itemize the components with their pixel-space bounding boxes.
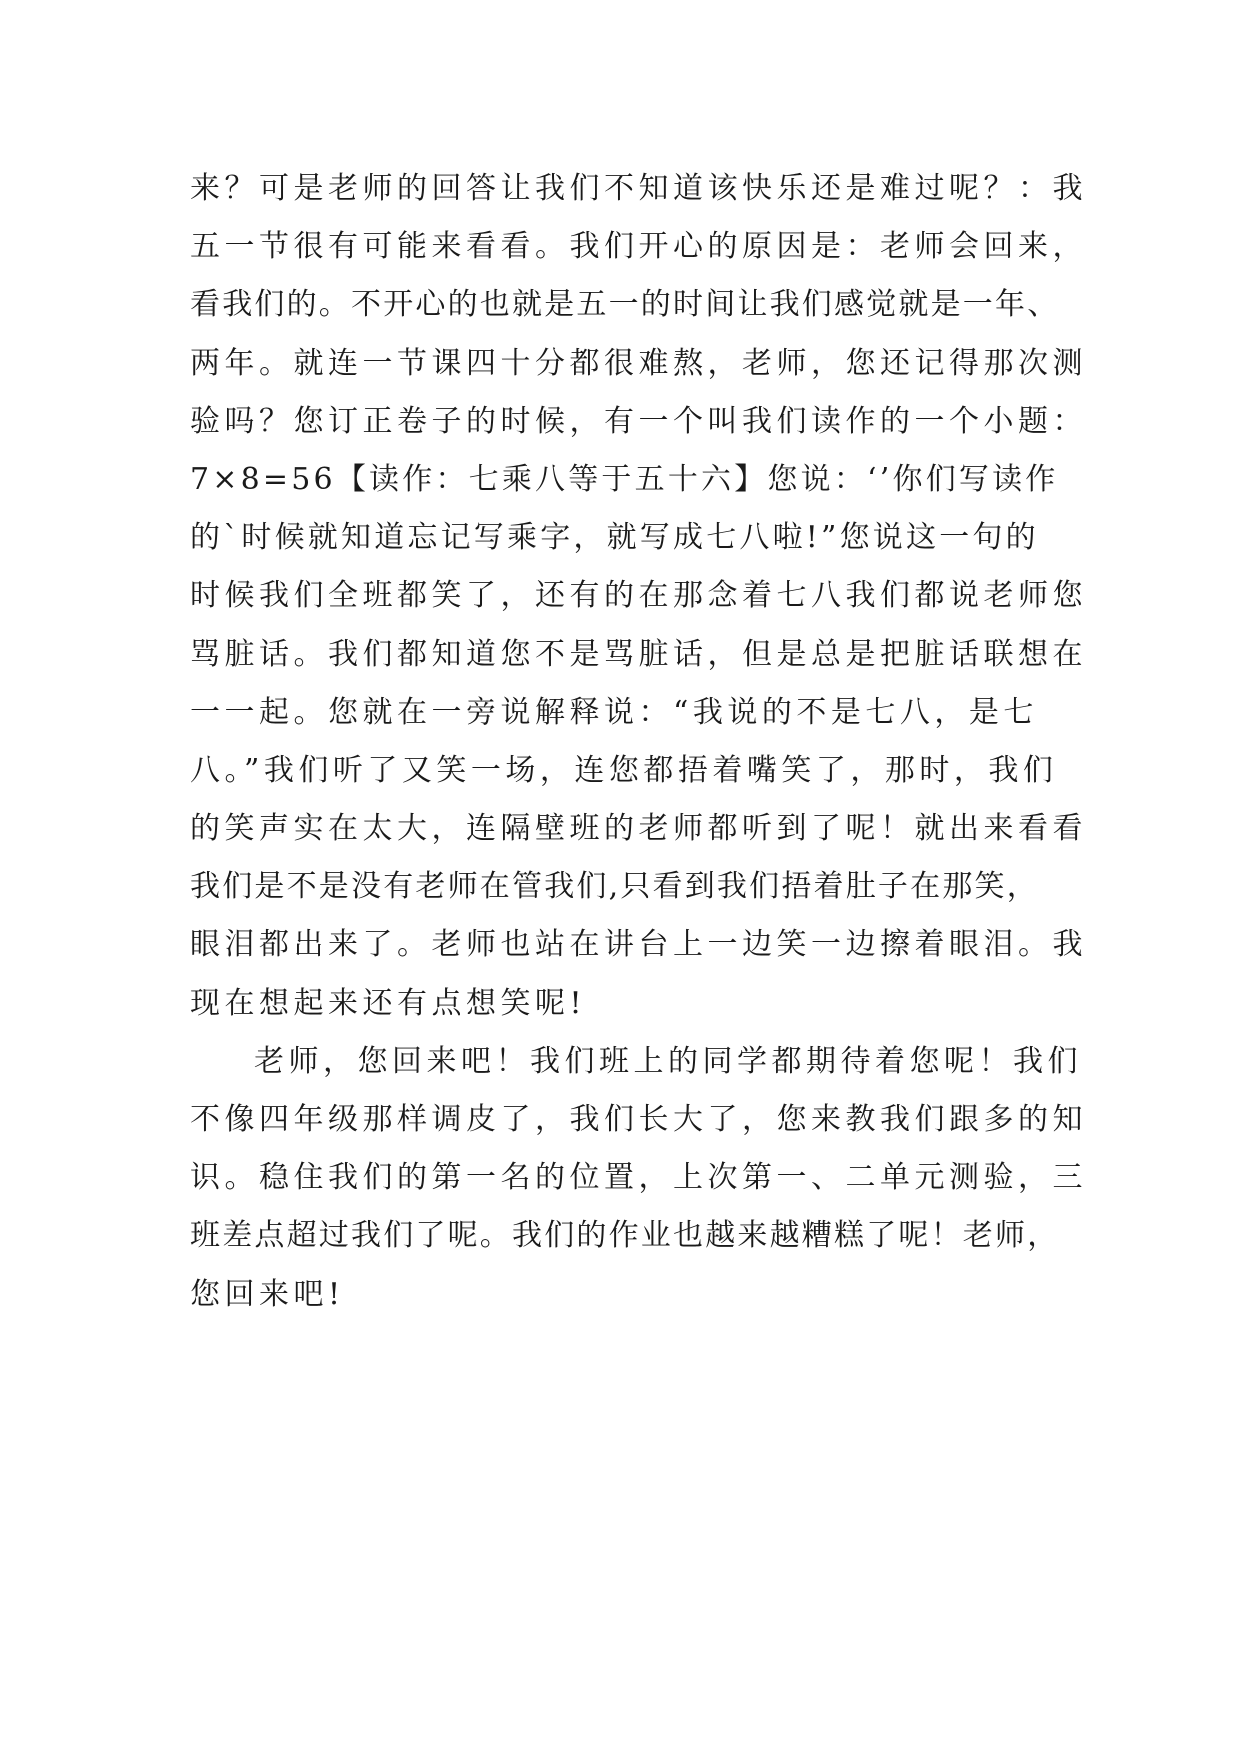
text-line-12: 的笑声实在太大，连隔壁班的老师都听到了呢！就出来看看 <box>190 811 1087 847</box>
text-line-11: 八。”我们听了又笑一场，连您都捂着嘴笑了，那时，我们 <box>190 752 1058 788</box>
text-line-14: 眼泪都出来了。老师也站在讲台上一边笑一边擦着眼泪。我 <box>190 927 1087 963</box>
text-line-2: 五一节很有可能来看看。我们开心的原因是：老师会回来， <box>190 229 1087 265</box>
text-line-13: 我们是不是没有老师在管我们,只看到我们捂着肚子在那笑， <box>190 869 1039 905</box>
text-line-5: 验吗？您订正卷子的时候，有一个叫我们读作的一个小题： <box>190 403 1087 439</box>
text-line-6: 7×8=56【读作：七乘八等于五十六】您说：‘’你们写读作 <box>190 461 1059 497</box>
paragraph-2-line-1: 老师，您回来吧！我们班上的同学都期待着您呢！我们 <box>254 1043 1082 1079</box>
text-line-7: 的`时候就知道忘记写乘字，就写成七八啦!”您说这一句的 <box>190 520 1039 556</box>
text-line-10: 一一起。您就在一旁说解释说：“我说的不是七八，是七 <box>190 694 1038 730</box>
text-line-4: 两年。就连一节课四十分都很难熬，老师，您还记得那次测 <box>190 345 1087 381</box>
letter-body <box>190 160 1090 1324</box>
paragraph-2-line-2: 不像四年级那样调皮了，我们长大了，您来教我们跟多的知 <box>190 1102 1087 1137</box>
text-line-3: 看我们的。不开心的也就是五一的时间让我们感觉就是一年、 <box>190 287 1060 323</box>
text-line-8: 时候我们全班都笑了，还有的在那念着七八我们都说老师您 <box>190 578 1087 614</box>
text-line-9: 骂脏话。我们都知道您不是骂脏话，但是总是把脏话联想在 <box>190 636 1087 672</box>
paragraph-2-line-4: 班差点超过我们了呢。我们的作业也越来越糟糕了呢！老师， <box>190 1218 1060 1254</box>
text-line-15: 现在想起来还有点想笑呢! <box>190 985 587 1021</box>
paragraph-2-line-5: 您回来吧! <box>190 1276 345 1312</box>
paragraph-2-line-3: 识。稳住我们的第一名的位置，上次第一、二单元测验，三 <box>190 1160 1087 1196</box>
text-line-1: 来？可是老师的回答让我们不知道该快乐还是难过呢？：我 <box>190 171 1087 206</box>
